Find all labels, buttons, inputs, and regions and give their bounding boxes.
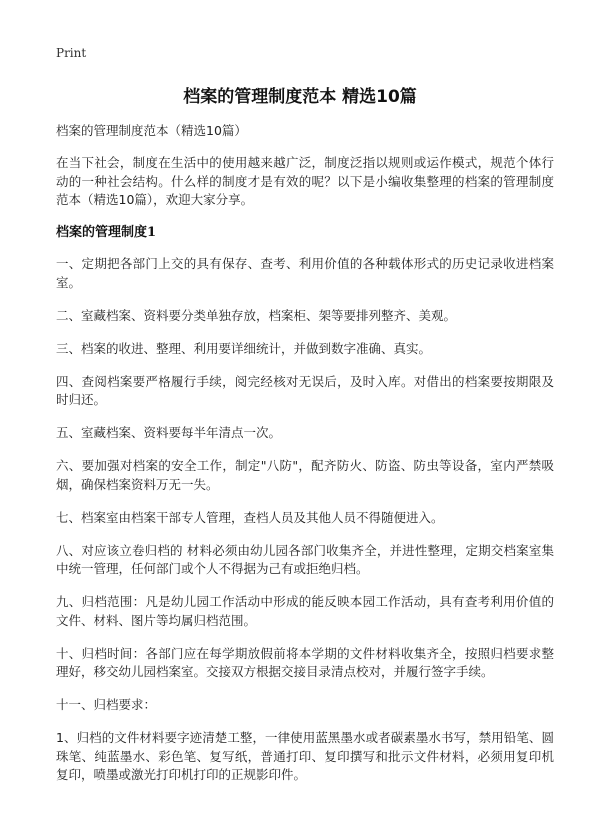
rule-item-6: 六、要加强对档案的安全工作，制定"八防"，配齐防火、防盗、防虫等设备，室内严禁吸烟，确保档案资料万无一失。	[56, 458, 554, 492]
rule-item-11: 十一、归档要求：	[56, 697, 157, 712]
print-link[interactable]: Print	[56, 46, 87, 60]
rule-item-8: 八、对应该立卷归档的 材料必须由幼儿园各部门收集齐全，并进性整理，定期交档案室集中统一管理，任何部门或个人不得据为己有或拒绝归档。	[56, 542, 554, 576]
rule-item-10: 十、归档时间：各部门应在每学期放假前将本学期的文件材料收集齐全，按照归档要求整理好，移交幼儿园档案室。交接双方根据交接目录清点校对，并履行签字手续。	[56, 645, 554, 679]
rule-item-3: 三、档案的收进、整理、利用要详细统计，并做到数字准确、真实。	[56, 340, 432, 356]
rule-subitem-1: 1、归档的文件材料要字迹清楚工整，一律使用蓝黑墨水或者碳素墨水书写，禁用铅笔、圆珠笔、纯蓝墨水、彩色笔、复写纸，普通打印、复印撰写和批示文件材料，必须用复印机复印，喷墨或激光打印机打印的正规影印件。	[56, 730, 554, 782]
rule-item-5: 五、室藏档案、资料要每半年清点一次。	[56, 425, 282, 440]
document-body	[56, 122, 554, 799]
rule-item-4: 四、查阅档案要严格履行手续，阅完经核对无误后，及时入库。对借出的档案要按期限及时归还。	[56, 373, 554, 407]
section-heading: 档案的管理制度1	[56, 225, 157, 240]
intro-paragraph: 在当下社会，制度在生活中的使用越来越广泛，制度泛指以规则或运作模式，规范个体行动的一种社会结构。什么样的制度才是有效的呢？以下是小编收集整理的档案的管理制度范本（精选10篇），欢迎大家分享。	[56, 155, 554, 207]
document-subtitle: 档案的管理制度范本（精选10篇）	[56, 123, 247, 138]
rule-item-9: 九、归档范围：凡是幼儿园工作活动中形成的能反映本园工作活动，具有查考利用价值的文件、材料、图片等均属归档范围。	[56, 594, 554, 628]
page-title: 档案的管理制度范本 精选10篇	[183, 87, 417, 107]
rule-item-7: 七、档案室由档案干部专人管理，查档人员及其他人员不得随便进入。	[56, 509, 444, 525]
rule-item-2: 二、室藏档案、资料要分类单独存放，档案柜、架等要排列整齐、美观。	[56, 307, 457, 323]
rule-item-1: 一、定期把各部门上交的具有保存、查考、利用价值的各种载体形式的历史记录收进档案室。	[56, 256, 554, 290]
